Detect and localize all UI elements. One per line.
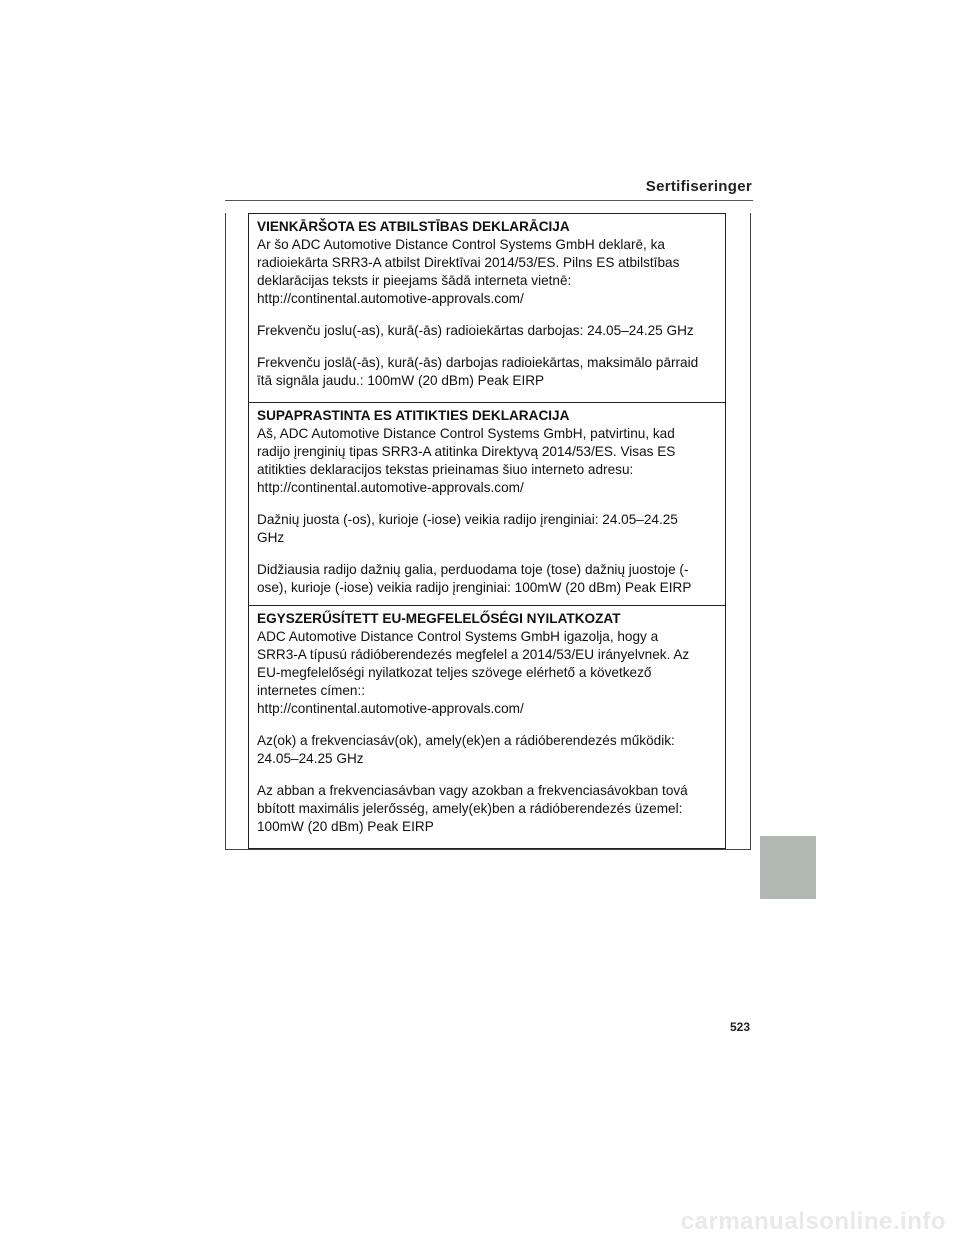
max-power-line: 100mW (20 dBm) Peak EIRP [257, 819, 434, 834]
declaration-line: deklarācijas teksts ir pieejams šādā interneta vietnē: [257, 273, 572, 288]
max-power-line: Az abban a frekvenciasávban vagy azokban a frekvenciasávokban tová [257, 783, 688, 798]
declaration-line: EU-megfelelőségi nyilatkozat teljes szövege elérhető a következő [257, 665, 652, 680]
max-power-line: ītā signāla jaudu.: 100mW (20 dBm) Peak EIRP [257, 373, 545, 388]
max-power-line: Frekvenču joslā(-ās), kurā(-ās) darbojas radioiekārtas, maksimālo pārraid [257, 355, 699, 370]
declaration-title: VIENKĀRŠOTA ES ATBILSTĪBAS DEKLARĀCIJA [257, 219, 570, 234]
declaration-line: ADC Automotive Distance Control Systems GmbH igazolja, hogy a [257, 629, 659, 644]
page-number: 523 [729, 1020, 750, 1034]
chapter-tab [760, 836, 816, 899]
declaration-line: Ar šo ADC Automotive Distance Control Systems GmbH deklarē, ka [257, 237, 665, 252]
declaration-line: radijo įrenginių tipas SRR3-A atitinka Direktyvą 2014/53/ES. Visas ES [257, 444, 676, 459]
declaration-line: internetes címen:: [257, 683, 366, 698]
section-title: Sertifiseringer [645, 178, 752, 195]
watermark: carmanualsonline.info [680, 1208, 946, 1235]
header-divider [225, 200, 753, 201]
declaration-lithuanian [248, 402, 726, 606]
declaration-url: http://continental.automotive-approvals.com/ [257, 701, 524, 716]
declaration-line: atitikties deklaracijos tekstas prieinamas šiuo interneto adresu: [257, 462, 634, 477]
frequency-band: Az(ok) a frekvenciasáv(ok), amely(ek)en a rádióberendezés működik: [257, 733, 675, 748]
frequency-band: Frekvenču joslu(-as), kurā(-ās) radioiekārtas darbojas: 24.05–24.25 GHz [257, 323, 694, 338]
frequency-band: GHz [257, 530, 285, 545]
max-power-line: bbított maximális jelerősség, amely(ek)ben a rádióberendezés üzemel: [257, 801, 683, 816]
declaration-hungarian [248, 605, 726, 849]
frequency-band: 24.05–24.25 GHz [257, 751, 364, 766]
declaration-url: http://continental.automotive-approvals.com/ [257, 480, 524, 495]
frequency-band: Dažnių juosta (-os), kurioje (-iose) veikia radijo įrenginiai: 24.05–24.25 [257, 512, 678, 527]
declaration-line: SRR3-A típusú rádióberendezés megfelel a 2014/53/EU irányelvnek. Az [257, 647, 690, 662]
declaration-title: EGYSZERŰSÍTETT EU-MEGFELELŐSÉGI NYILATKOZAT [257, 611, 621, 626]
declaration-line: Aš, ADC Automotive Distance Control Systems GmbH, patvirtinu, kad [257, 426, 675, 441]
max-power-line: ose), kurioje (-iose) veikia radijo įrenginiai: 100mW (20 dBm) Peak EIRP [257, 580, 692, 595]
declaration-latvian [248, 213, 726, 403]
declaration-title: SUPAPRASTINTA ES ATITIKTIES DEKLARACIJA [257, 408, 570, 423]
max-power-line: Didžiausia radijo dažnių galia, perduodama toje (tose) dažnių juostoje (- [257, 562, 689, 577]
declaration-line: radioiekārta SRR3-A atbilst Direktīvai 2014/53/ES. Pilns ES atbilstības [257, 255, 680, 270]
declaration-url: http://continental.automotive-approvals.com/ [257, 291, 524, 306]
